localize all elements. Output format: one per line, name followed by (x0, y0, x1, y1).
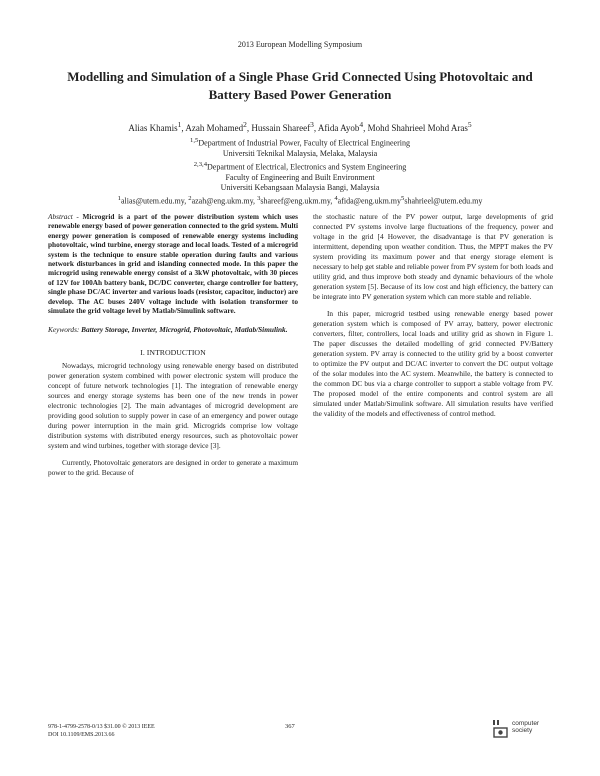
email-sup: 3 (257, 194, 261, 202)
logo-text-line-2: society (512, 727, 533, 734)
author-name: Mohd Shahrieel Mohd Aras (367, 123, 468, 133)
author-name: Afida Ayob (317, 123, 360, 133)
email-address: azah@eng.ukm.my, (191, 196, 258, 206)
email-address: alias@utem.edu.my, (120, 196, 189, 206)
affiliations (40, 136, 560, 207)
affiliation-sup: 2,3,4 (193, 160, 208, 168)
affiliation-sup: 1,5 (190, 137, 199, 144)
page-number: 367 (285, 723, 295, 730)
author-name: Azah Mohamed (185, 123, 244, 133)
intro-paragraph-1: Nowadays, microgrid technology using renewable energy based on distributed power generation system combined with power electronic system will produce the concept of future network technologies [1]. The integration of renewable energy sources and energy storage systems has been one of the new trends in power electronic technologies [2]. The main advantages of microgrid development are providing good solution to supply power in case of an emergency and power outage during power interruption in the main grid. Microgrids comprise low voltage distribution systems with distributed energy resources, such as photovoltaic power system and wind turbines, together with storage device [3]. (48, 361, 298, 451)
author-sup: 4 (359, 120, 364, 129)
abstract-text: Microgrid is a part of the power distribution system which uses renewable energy based of power generation connected to the grid system. Multi energy power generation is composed of renewable energy systems including photovoltaic, wind turbine, energy storage and local loads. Tested of a microgrid system is the technique to ensure stable operation during faults and various network disturbances in grid and islanding connected mode. In this paper the microgrid using renewable energy consist of a 3kW photovoltaic, with 30 pieces of 12V for 100Ah battery bank, DC/DC converter, charge controller for battery, single phase DC/AC inverter and various loads (resistor, capacitor, inductor) are develop. The AC buses 240V voltage include with isolation transformer to simulate the grid voltage level by Matlab/Simulink software. (48, 212, 298, 316)
affiliation-2-univ: Universiti Kebangsaan Malaysia Bangi, Malaysia (220, 183, 380, 193)
paper-title (50, 68, 550, 104)
email-sup: 4 (334, 194, 338, 202)
email-address: shareef@eng.ukm.my, (260, 196, 335, 206)
title-line-2: Battery Based Power Generation (208, 87, 392, 102)
ieee-computer-society-logo (490, 716, 550, 746)
author-list: Alias Khamis$^1$, Azah Mohamed$^2$, Hussain Shareef$^3$, Afida Ayob$^4$, Mohd Shahrieel Mohd Aras$^5$ (128, 120, 472, 133)
affiliation-2-faculty: Faculty of Engineering and Built Environment (225, 172, 375, 182)
author-sup: 5 (467, 120, 472, 129)
affiliation-text: Department of Electrical, Electronics and System Engineering (207, 162, 407, 172)
footer-doi: DOI 10.1109/EMS.2013.66 (48, 732, 115, 738)
venue-header: 2013 European Modelling Symposium (237, 40, 363, 49)
abstract-label: Abstract - (48, 212, 83, 221)
intro-paragraph-2: Currently, Photovoltaic generators are designed in order to generate a maximum power to the grid. Because of (48, 458, 298, 478)
right-paragraph-1: the stochastic nature of the PV power output, large developments of grid connected PV systems involve large fluctuations of the frequency, power and voltage in the grid [4 However, the disadvantage is that PV generation is intermittent, depending upon weather condition. Thus, the MPPT makes the PV system providing its maximum power and that energy storage element is necessary to help get stable and reliable power from PV system for both loads and utility grid, and thus improve both steady and dynamic behaviours of the whole generation system [5]. Because of its low cost and high efficiency, the battery can be integrate into PV generation system which can more stable and reliable. (313, 212, 553, 301)
keywords (48, 325, 298, 335)
email-list (40, 194, 560, 207)
abstract (48, 212, 298, 315)
footer-copyright (48, 723, 155, 739)
author-sup: 3 (310, 120, 314, 129)
footer-isbn: 978-1-4799-2578-0/13 $31.00 © 2013 IEEE (48, 724, 155, 730)
left-column (48, 212, 298, 478)
ieee-computer-society-logo-icon (492, 718, 510, 742)
affiliation-1-dept (40, 136, 560, 149)
section-heading: I. INTRODUCTION (140, 348, 206, 358)
keywords-label: Keywords: (48, 325, 82, 335)
email-address: shahrieel@utem.edu.my (404, 196, 483, 206)
title-line-1: Modelling and Simulation of a Single Phase Grid Connected Using Photovoltaic and (67, 69, 533, 84)
author-sup: 1 (177, 120, 182, 129)
keywords-text: Battery Storage, Inverter, Microgrid, Photovoltaic, Matlab/Simulink. (81, 325, 288, 335)
affiliation-2-dept (40, 160, 560, 173)
affiliation-1-univ: Universiti Teknikal Malaysia, Melaka, Malaysia (222, 149, 378, 159)
email-sup: 5 (401, 194, 405, 202)
email-sup: 2 (188, 194, 192, 202)
logo-text (512, 720, 539, 734)
logo-text-line-1: computer (512, 720, 540, 727)
email-address: afida@eng.ukm.my (337, 196, 402, 206)
author-sup: 2 (243, 120, 247, 129)
author-name: Hussain Shareef (251, 123, 311, 133)
email-sup: 1 (117, 194, 121, 202)
right-paragraph-2: In this paper, microgrid testbed using renewable energy based power generation system which is composed of PV array, battery, power electronic converters, filter, controllers, local loads and utility grid as shown in Figure 1. The paper discusses the detailed modelling of grid connected PV/Battery generation system. PV array is connected to the utility grid by a boost converter to optimize the PV output and DC/AC inverter to convert the DC output voltage of the solar modules into the AC system. Meanwhile, the battery is connected to the common DC bus via a charge controller to support a stable voltage from PV. The proposed model of the entire components and control system are all simulated under Matlab/Simulink software. All simulation results have verified the validity of the models and effectiveness of control method. (313, 309, 553, 418)
author-name: Alias Khamis (128, 123, 178, 133)
affiliation-text: Department of Industrial Power, Faculty of Electrical Engineering (198, 138, 410, 148)
right-column (313, 212, 553, 419)
